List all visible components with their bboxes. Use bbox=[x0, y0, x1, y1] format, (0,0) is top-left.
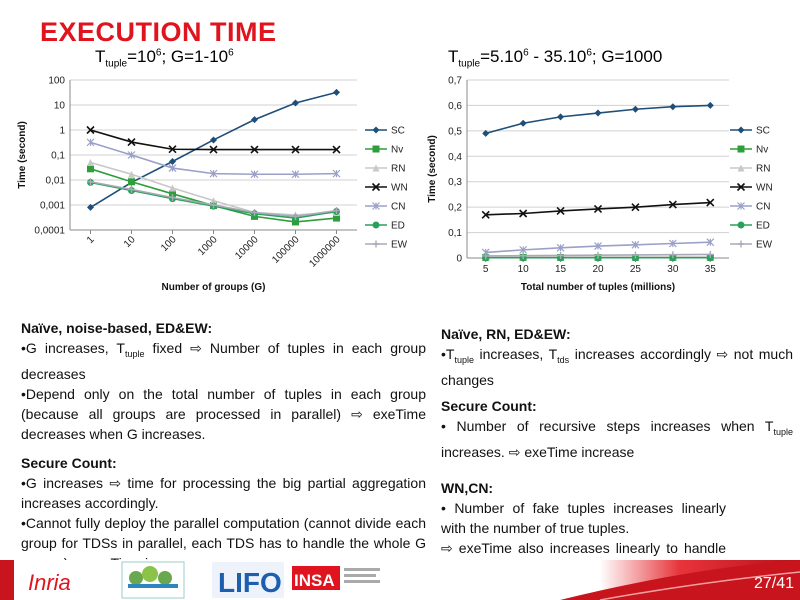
legend-marker bbox=[738, 222, 745, 229]
x-tick-label: 100 bbox=[159, 234, 179, 254]
svg-text:Inria: Inria bbox=[28, 570, 71, 595]
series-line bbox=[91, 142, 337, 174]
svg-text:INSA: INSA bbox=[294, 571, 335, 590]
x-tick-label: 1000 bbox=[196, 234, 220, 258]
right-heading-2: Secure Count: bbox=[441, 397, 537, 414]
legend-entry-wn bbox=[365, 183, 408, 194]
y-tick-label: 10 bbox=[53, 100, 65, 112]
right-heading-1: Naïve, RN, ED&EW: bbox=[441, 326, 571, 342]
legend-label: ED bbox=[756, 220, 770, 232]
x-tick-label: 1 bbox=[84, 234, 97, 247]
slide-title: EXECUTION TIME bbox=[40, 17, 277, 47]
x-tick-label: 10 bbox=[517, 264, 529, 275]
legend-marker bbox=[373, 222, 380, 229]
right-chart-title: $T_{tuple}=5.10^6 - 35.10^6$; G=1000 bbox=[448, 47, 663, 70]
log-time-chart bbox=[15, 70, 420, 300]
left-chart-title: $T_{tuple}=10^6$; $G=1-10^6$ bbox=[95, 47, 234, 70]
legend-label: CN bbox=[756, 201, 771, 213]
legend-entry-ed bbox=[730, 221, 770, 232]
legend-label: SC bbox=[756, 125, 770, 137]
legend-label: Nv bbox=[756, 144, 769, 156]
legend-marker bbox=[373, 146, 380, 153]
data-point bbox=[669, 103, 676, 110]
left-text-block bbox=[21, 318, 426, 573]
left-bullet-4: •Cannot fully deploy the parallel computation (cannot divide each group for TDSs in parallel, each TDS has to handle the whole G bbox=[21, 514, 426, 551]
legend-entry-nv bbox=[365, 145, 403, 156]
legend-label: Nv bbox=[391, 144, 404, 156]
legend-entry-ed bbox=[365, 221, 405, 232]
right-heading-3: WN,CN: bbox=[441, 479, 494, 496]
y-tick-label: 0,3 bbox=[448, 177, 462, 189]
right-bullet-2: • Number of recursive steps increases when $T_{tuple}$ increases. ⇨ exeTime increase bbox=[441, 417, 793, 460]
legend-label: SC bbox=[391, 125, 405, 137]
y-tick-label: 0,2 bbox=[448, 202, 462, 214]
data-point bbox=[87, 165, 94, 172]
y-axis-label: Time (second) bbox=[17, 121, 28, 189]
y-tick-label: 0,4 bbox=[448, 151, 462, 163]
legend-entry-cn bbox=[730, 202, 770, 213]
series-sc bbox=[482, 102, 714, 137]
x-tick-label: 30 bbox=[667, 264, 679, 275]
data-point bbox=[333, 89, 340, 96]
data-point bbox=[210, 136, 217, 143]
x-tick-label: 25 bbox=[629, 264, 641, 275]
y-tick-label: 0,01 bbox=[45, 175, 65, 187]
legend-entry-rn bbox=[365, 164, 405, 175]
y-tick-label: 0,5 bbox=[448, 126, 462, 138]
lab-logo bbox=[122, 562, 184, 598]
left-heading-1: Naïve, noise-based, ED&EW: bbox=[21, 320, 213, 336]
data-point bbox=[707, 102, 714, 109]
left-bullet-3: •G increases ⇨ time for processing the big partial aggregation increases accordingly. bbox=[21, 474, 426, 511]
right-bullet-4: ⇨ exeTime also increases linearly to handle bbox=[441, 539, 726, 556]
legend-marker bbox=[738, 146, 745, 153]
legend-label: WN bbox=[391, 182, 408, 194]
right-bullet-3: • Number of fake tuples increases linearly with the number of true tuples. bbox=[441, 499, 726, 536]
linear-time-chart bbox=[425, 70, 800, 300]
x-tick-label: 10 bbox=[121, 234, 138, 250]
data-point bbox=[595, 110, 602, 117]
series-wn bbox=[482, 199, 714, 218]
legend-marker bbox=[738, 241, 745, 248]
x-tick-label: 20 bbox=[592, 264, 604, 275]
legend-marker bbox=[738, 127, 745, 134]
legend-entry-sc bbox=[730, 126, 770, 137]
legend-label: EW bbox=[756, 239, 773, 251]
y-tick-label: 100 bbox=[48, 75, 65, 87]
legend-label: RN bbox=[756, 163, 771, 175]
legend-entry-ew bbox=[365, 240, 408, 251]
lifo-logo bbox=[212, 562, 284, 598]
y-tick-label: 0,1 bbox=[51, 150, 65, 162]
legend-label: EW bbox=[391, 239, 408, 251]
y-tick-label: 1 bbox=[59, 125, 65, 137]
data-point bbox=[169, 158, 176, 165]
x-tick-label: 10000 bbox=[233, 234, 261, 262]
right-bullet-1: $•T_{tuple}$ increases, $T_{tds}$ increases accordingly ⇨ not much changes bbox=[441, 346, 793, 388]
x-tick-label: 100000 bbox=[270, 234, 302, 266]
x-tick-label: 35 bbox=[704, 264, 716, 275]
legend-entry-cn bbox=[365, 202, 405, 213]
legend-marker bbox=[373, 241, 380, 248]
legend-entry-wn bbox=[730, 183, 773, 194]
page-number: 27/41 bbox=[753, 575, 794, 592]
legend-entry-ew bbox=[730, 240, 773, 251]
legend-entry-rn bbox=[730, 164, 770, 175]
legend-label: CN bbox=[391, 201, 406, 213]
data-point bbox=[128, 178, 135, 185]
y-tick-label: 0,0001 bbox=[34, 225, 65, 237]
svg-text:LIFO: LIFO bbox=[218, 567, 282, 598]
legend-entry-sc bbox=[365, 126, 405, 137]
legend-label: RN bbox=[391, 163, 406, 175]
x-tick-label: 1000000 bbox=[307, 234, 343, 270]
footer-bar bbox=[0, 560, 800, 600]
left-heading-2: Secure Count: bbox=[21, 454, 117, 471]
y-tick-label: 0,7 bbox=[448, 75, 462, 87]
legend-label: WN bbox=[756, 182, 773, 194]
x-tick-label: 5 bbox=[482, 264, 489, 275]
legend-marker bbox=[373, 127, 380, 134]
data-point bbox=[557, 113, 564, 120]
legend-label: ED bbox=[391, 220, 405, 232]
y-tick-label: 0,001 bbox=[39, 200, 65, 212]
left-bullet-2: •Depend only on the total number of tuples in each group (because all groups are processed in parallel) ⇨ exeTime decreases when G increases. bbox=[21, 385, 426, 442]
data-point bbox=[632, 106, 639, 113]
inria-logo bbox=[28, 570, 71, 595]
x-axis-label: Number of groups (G) bbox=[161, 282, 266, 293]
y-tick-label: 0,6 bbox=[448, 100, 462, 112]
data-point bbox=[520, 120, 527, 127]
x-axis-label: Total number of tuples (millions) bbox=[520, 282, 676, 293]
left-bullet-1: •G increases, $T_{tuple}$ fixed ⇨ Number of tuples in each group decreases bbox=[21, 340, 426, 382]
x-tick-label: 15 bbox=[555, 264, 567, 275]
y-axis-label: Time (second) bbox=[427, 135, 438, 203]
y-tick-label: 0,1 bbox=[448, 228, 462, 240]
data-point bbox=[251, 116, 258, 123]
right-text-block bbox=[441, 324, 793, 578]
y-tick-label: 0 bbox=[456, 253, 462, 265]
legend-entry-nv bbox=[730, 145, 768, 156]
